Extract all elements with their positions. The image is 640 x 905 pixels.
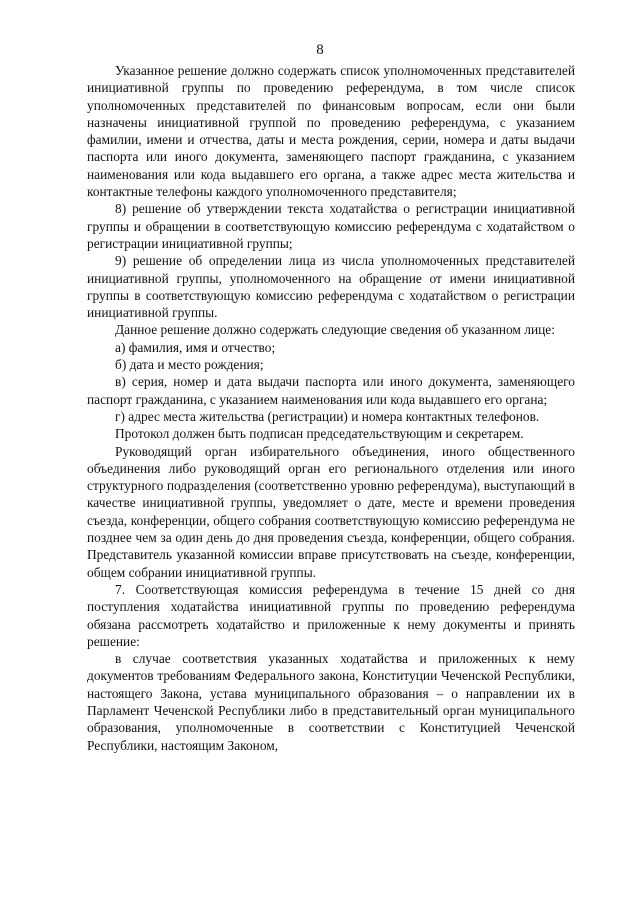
paragraph-sub-v: в) серия, номер и дата выдачи паспорта или иного документа, заменяющего паспорт гражданина, с указанием наименования или кода выдавшего его органа; <box>87 374 575 407</box>
paragraph-sub-g: г) адрес места жительства (регистрации) и номера контактных телефонов. <box>115 408 540 424</box>
paragraph-item-9: 9) решение об определении лица из числа уполномоченных представителей инициативной группы, уполномоченного на обращение от имени инициативной группы в соответствующую комиссию референдума с ходатайством о регистрации инициативной группы. <box>87 253 575 321</box>
paragraph-decision-content: Указанное решение должно содержать список уполномоченных представителей инициативной группы по проведению референдума, в том числе список уполномоченных представителей по финансовым вопросам, если они были назначены инициативной группой по проведению референдума, с указанием фамилии, имени и отчества, даты и места рождения, серии, номера и даты выдачи паспорта или иного документа, заменяющего паспорт гражданина, с указанием наименования или кода выдавшего его органа, а также адрес места жительства и контактные телефоны каждого уполномоченного представителя; <box>87 63 575 200</box>
paragraph-person-info: Данное решение должно содержать следующие сведения об указанном лице: <box>115 322 555 338</box>
paragraph-compliance-case: в случае соответствия указанных ходатайства и приложенных к нему документов требованиям Федерального закона, Конституции Чеченской Республики, настоящего Закона, устава муниципального образования – о направлении их в Парламент Чеченской Республики либо в представительный орган муниципального образования, уполномоченные в соответствии с Конституцией Чеченской Республики, настоящим Законом, <box>87 651 575 753</box>
paragraph-section-7: 7. Соответствующая комиссия референдума в течение 15 дней со дня поступления ходатайства инициативной группы по проведению референдума обязана рассмотреть ходатайство и приложенные к нему документы и принять решение: <box>87 581 575 649</box>
page-number: 8 <box>316 42 324 58</box>
paragraph-sub-a: а) фамилия, имя и отчество; <box>115 339 276 355</box>
paragraph-item-8: 8) решение об утверждении текста ходатайства о регистрации инициативной группы и обращении в соответствующую комиссию референдума с ходатайством о регистрации инициативной группы; <box>87 201 575 251</box>
paragraph-protocol-signature: Протокол должен быть подписан председательствующим и секретарем. <box>115 426 524 442</box>
paragraph-sub-b: б) дата и место рождения; <box>115 357 264 373</box>
document-body <box>87 62 575 754</box>
paragraph-governing-body: Руководящий орган избирательного объединения, иного общественного объединения либо руководящий орган его регионального отделения или иного структурного подразделения (соответственно уровню референдума), выступающий в качестве инициативной группы, уведомляет о дате, месте и времени проведения съезда, конференции, общего собрания соответствующую комиссию референдума не позднее чем за один день до дня проведения съезда, конференции, общего собрания. Представитель указанной комиссии вправе присутствовать на съезде, конференции, общем собрании инициативной группы. <box>87 443 575 580</box>
